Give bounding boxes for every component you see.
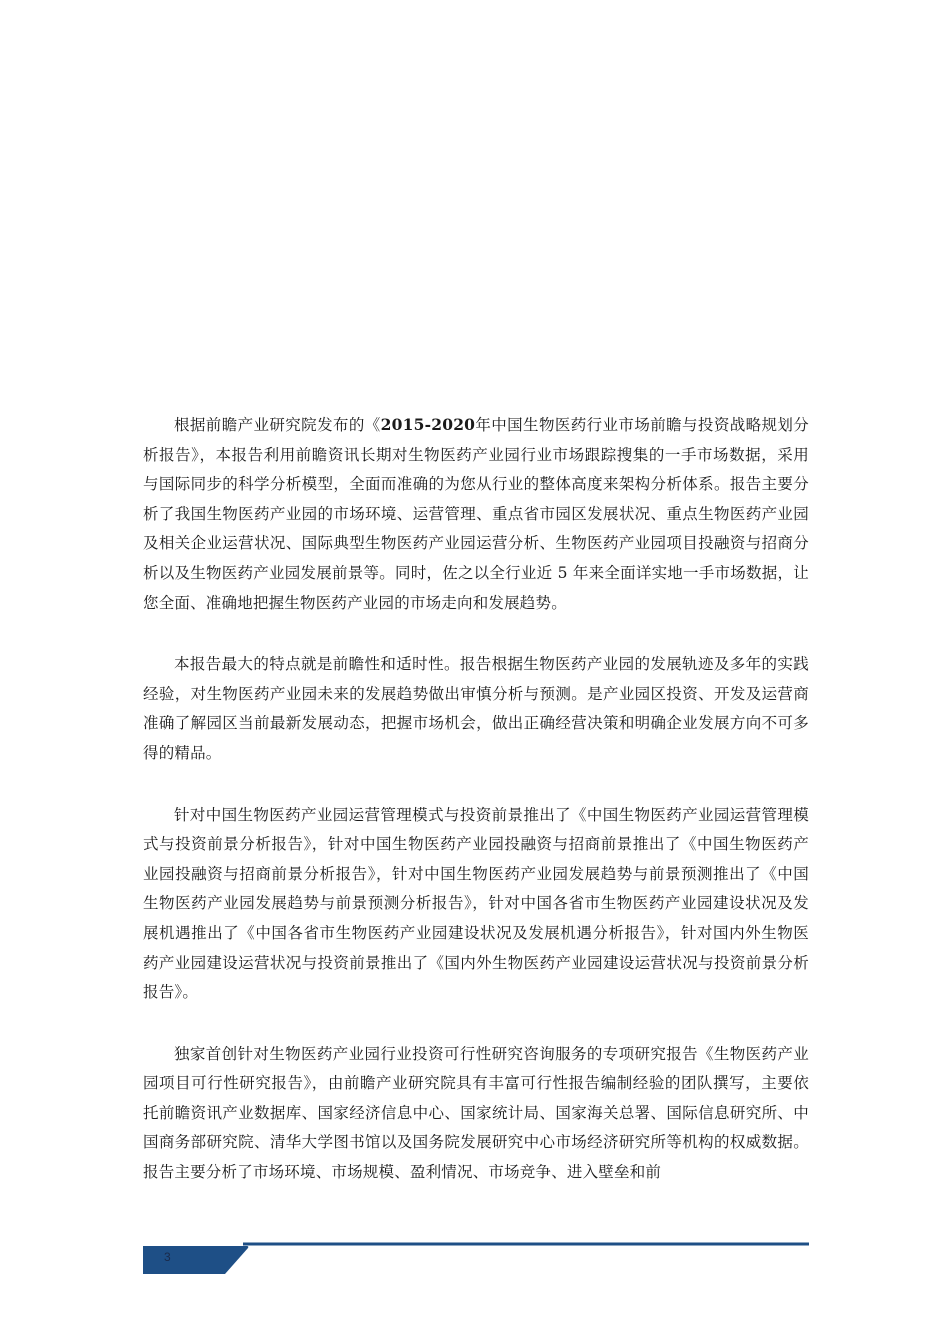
paragraph-1-years: 2015-2020 <box>380 415 476 434</box>
paragraph-related-reports: 针对中国生物医药产业园运营管理模式与投资前景推出了《中国生物医药产业园运营管理模式与投资前景分析报告》，针对中国生物医药产业园投融资与招商前景推出了《中国生物医药产业园投融资与招商前景分析报告》，针对中国生物医药产业园发展趋势与前景预测推出了《中国生物医药产业园发展趋势与前景预测分析报告》，针对中国各省市生物医药产业园建设状况及发展机遇推出了《中国各省市生物医药产业园建设状况及发展机遇分析报告》，针对国内外生物医药产业园建设运营状况与投资前景推出了《国内外生物医药产业园建设运营状况与投资前景分析报告》。 <box>143 805 809 1002</box>
document-body <box>143 410 809 1220</box>
paragraph-1-prefix: 根据前瞻产业研究院发布的《 <box>174 416 381 434</box>
footer-accent-band <box>143 1246 248 1274</box>
paragraph-feasibility-report: 独家首创针对生物医药产业园行业投资可行性研究咨询服务的专项研究报告《生物医药产业园项目可行性研究报告》，由前瞻产业研究院具有丰富可行性报告编制经验的团队撰写，主要依托前瞻资讯产业数据库、国家经济信息中心、国家统计局、国家海关总署、国际信息研究所、中国商务部研究院、清华大学图书馆以及国务院发展研究中心市场经济研究所等机构的权威数据。报告主要分析了市场环境、市场规模、盈利情况、市场竞争、进入壁垒和前 <box>143 1044 809 1182</box>
page-footer <box>143 1240 809 1276</box>
paragraph-1-body: 年中国生物医药行业市场前瞻与投资战略规划分析报告》，本报告利用前瞻资讯长期对生物医药产业园行业市场跟踪搜集的一手市场数据，采用与国际同步的科学分析模型，全面而准确的为您从行业的整体高度来架构分析体系。报告主要分析了我国生物医药产业园的市场环境、运营管理、重点省市园区发展状况、重点生物医药产业园及相关企业运营状况、国际典型生物医药产业园运营分析、生物医药产业园项目投融资与招商分析以及生物医药产业园发展前景等。同时，佐之以全行业近 5 年来全面详实地一手市场数据，让您全面、准确地把握生物医药产业园的市场走向和发展趋势。 <box>143 416 809 612</box>
paragraph-report-intro <box>143 410 809 618</box>
page-number: 3 <box>164 1250 171 1264</box>
footer-band-graphic <box>143 1240 809 1276</box>
paragraph-report-features: 本报告最大的特点就是前瞻性和适时性。报告根据生物医药产业园的发展轨迹及多年的实践经验，对生物医药产业园未来的发展趋势做出审慎分析与预测。是产业园区投资、开发及运营商准确了解园区当前最新发展动态，把握市场机会，做出正确经营决策和明确企业发展方向不可多得的精品。 <box>143 655 809 762</box>
